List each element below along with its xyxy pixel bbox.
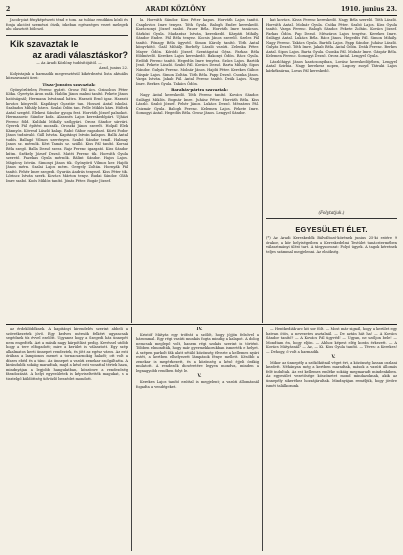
column-3 bbox=[266, 18, 397, 208]
bottom-column-2 bbox=[136, 327, 259, 551]
intro-paragraph: Jacob-piat fényképészeti ténd e tom. az tulóaz rendikim közli és fonja akcióst szemészi ötzik, iskeban egészséges vezet melegek alu olasztott bölcsző. bbox=[6, 18, 128, 32]
column-2 bbox=[136, 18, 259, 323]
chapter-numeral: V. bbox=[331, 354, 336, 360]
article-body: la. Horváth Sándor. Kiss Péter kapus. Horváth Lajos tanító. Csaplovics Imre tenyez. Tóth Gyula. Balogh Endre kereskedő. Karácsonyi József szabó. Pauer Béla. Horváth Imre tanácsos. Sárközi Gyula. Madarász István, kereskedő. Kárpáti Mihály. Sándor Endre. Pál Béla tenyez. Kocsis János szerelő. Szeles Pál tanító. Fónagy Béla ügyvéd. Simon Károly tanító. Tóth Antal könyvkötő. Gaál Mihály. Borbély László vasúti. Zelenka Péter. Mayer Ödön. Kóródi József. Szentágotai Géza. Farkas Béla földmívelő. Kerekes Lajos kereskedő. Bakonyi Ödön. Rácz Gyula. Erdődi Ferenc tanító. Hegedűs Imre tenyész. Szűcs Lajos. Bartók Jenő. Fekete László. Szabó Pál. Kovács Dezső. Barta Mihály. Sipos Nándor. Gulyás Ferenc. Molnár János. Hajdú Péter. Kerekes Gábor. Gáspár Lajos. Simon Zoltán. Tóth Béla. Papp Dezső. Csonka János. Varga István. Jakab Pál. Antal Ferenc tanító. Deák Lajos. Nagy Imre. Berkes Gyula. Takács Ödön. bbox=[136, 18, 259, 86]
article-dateline: Arad, junius 22. bbox=[99, 66, 128, 71]
column-divider bbox=[262, 18, 263, 323]
section-subhead: Barabás-pártra szavaztak: bbox=[171, 87, 228, 93]
section-rule bbox=[266, 218, 397, 219]
article-closing: Lászlóhigyi János karácsonyiban, Lovász kereskedőjében, Lengyel Antal Szirbia. Nagy kerekesz nopen, Lugosy zsoyd Tátraki Lajos kárkéknárna, Lovas Pál kereskedő. bbox=[266, 59, 397, 74]
feuilleton-body: Kerekes Lajos tanító ezúttal is megjelent; a vasúti állomásnál fogadta a vendégeket. bbox=[136, 380, 259, 389]
chapter-numeral: V. bbox=[197, 373, 202, 379]
continued-note: (Folytatjuk.) bbox=[318, 210, 345, 215]
feuilleton-body: Mikor az ünnepély a szökőkútnál véget ért, a közönség lassan oszlani kezdett. Néhányan még a kertben maradtak, mások a vasúti állomás felé indultak. Az est kellemes emléke sokáig megmaradt mindenkiben. Az egyesület vezetősége köszönetet mond mindazoknak, akik az ünnepély sikeréhez hozzájárultak. Mindnyájan reméljük, hogy jövőre ismét találkozunk. bbox=[266, 360, 397, 388]
section-body: (*) Az Aradi Kereskedők Bálváltozó-körének junius 25-ki estére 9 órakor, a kör helyiségeiben a Kereskedelmi Testület tanácstermében választmányi ülést tart. A tárgysorozat: Folyó ügyek. A tagok kéretnek teljes számmal megjelenni. Az elnökség. bbox=[266, 236, 397, 254]
page-number: 2 bbox=[6, 5, 11, 13]
column-divider bbox=[131, 18, 132, 323]
column-1 bbox=[6, 18, 128, 323]
egyesuleti-section bbox=[266, 208, 397, 338]
article-subtitle: az aradi választáskor? bbox=[32, 49, 128, 60]
issue-date: 1910. junius 23. bbox=[340, 5, 397, 13]
article-body: Gyönyörűtelen Ferenc gyárit. Orosz Pál ács. Ozinolcos Péter Kóka. Gyertyás Áron zsák. Haldin János malmi tanító. Fekete János hatóságnál; Hermann Istvánnal hátra. Harasti Ernő igaz. Harasti kovács könyvelő. Kapilányi Gusztáv tan. Hosszú Antal iskolai. Szabados Mihály bárcs. Szalai Ödön tan. Pelle Miklós kárs. Hültek Antal szegéd. Elekesi Sándor gyoga fest. Horváth József palnokot. Hermanovic Sándor kofa. Alasznés Lajos kereskedőpárt. Ujházi Ferenc föld. Kulilaki Mihály szólgyári. Orosz Sándor sárvári. Gyerek Pál építési mozzák. Oroszki János szerelt. Holpál Elek Kánnyós. Kövesd László kalap. Rabó Gábor ragadozó. Kürti Fodor János tudnivaló. Gáll István. Kapitányi István kalapos. Ballá Antal tudós. Ballagó Vilmos szerényen. Szabó Sándor tenál. Halmay Janos sz. mérnök. Kéri Tamás sz. szálló. Kiss Pál tanító. Korsai Béla szegő. Balla Dezső szesz. Rajz Ferenc igazgató. Kiss Sándor kútm. Székely József Dezső. Matéi Ferenc tik. Horváth Gyula szerető. Fazekas Gyula mérnök. Bálint Sándor. Hajos Lajos. Mágócsy István. Simonyi János tik. Gyönyörű Vilmos ker. Hajdú János mérn. Szalai Lajos mérn. Gergely Zoltán. Hornyák Pál tanító. Fehér Imre szegedi. Gyuriás András tenyező. Kiss Péter tik. Lőrincz István szerk. Kovács Márton tenyz. Budai Sándor. Oláh Imre szabó. Koós Miklós tanító. Jónás Péter. Bogár József. bbox=[6, 87, 128, 183]
article-body: Nagy Antal kereskedő. Tóth Ferenc tanító. Kovács Sándor. Szilágyi Miklós. Bognár Imre. Juhász Péter. Horváth Béla. Kiss László. Szabó József. Fehér János. Lukács Dezső. Mészáros Pál. Csizmár Gyula. Balogh Ferenc. Kelemen Lajos. Fekete Imre. Somogyi Antal. Hegedűs Béla. Orosz János. Lengyel Sándor. bbox=[136, 93, 259, 116]
section-rule bbox=[6, 35, 128, 36]
page-header bbox=[6, 4, 397, 14]
newspaper-name: ARADI KÖZLÖNY bbox=[145, 5, 206, 13]
header-rule bbox=[6, 15, 397, 16]
chapter-numeral: IV. bbox=[196, 327, 203, 331]
article-body: kat kovács. Kisss Ferenc kereskedő. Nagy Béla szerelő. Tóth László. Horváth Antal. Molnár Gyula. Csóka Péter. Szabó Lajos. Kiss Gyula tanító. Varga Ferenc. Balogh Sándor. Fekete Zoltán. Kovács József. Farkas Ödön. Pap Dezső. Mészáros Lajos tenyész. Kerekes Imre. Szilágyi Antal. Lukács Béla. Rácz János. Hegedűs Pál. Simon Mihály. Nagy Ferenc. Takács Gyula. Bartók Lajos. Papp Sándor. Juhász László. Gulyás Dezső. Tóth Imre. Jakab Béla. Antal Ödön. Deák Ferenc. Berkes Antal. Sipos Lajos. Barta Gyula. Csonka Pál. Molnár Imre. Gáspár Béla. Kelemen Ferenc. Somogyi Dezső. Orosz Antal. Lengyel Gyula. bbox=[266, 18, 397, 59]
bottom-column-1 bbox=[6, 327, 128, 551]
article-byline: — Az Aradi Közlöny tudósítójától. — bbox=[36, 60, 102, 65]
bottom-rule bbox=[6, 324, 397, 325]
feuilleton-body: — Hentkediák-arc kit sor fölt. — Most már signál, hogy a kerület egy hatvan ötös, a nevezetes asztalnál. — De aztán hát ha! — A Kovács Sándor tanító? — A Kovács Pál ügyvéd! — Ugyan, ne szóljon bele! — Mondtam én, hogy eljön. — Ahhoz képest elég korán érkezett. — A Kovács Mátyásnál? — Az, — Ki. Kiss Gyula tanító. — Téves: a Kerekes! — Dehogy, ő volt a harmadik. bbox=[266, 327, 397, 354]
section-subhead: Tisza-Jonsóra szavaztak: bbox=[42, 81, 96, 87]
feuilleton-body: Kristóf Mátyás egy trófeát a szőlőt, hogy jöjjön felsővel a hárommal. Egy régi vasúti munkás fogta mindig a kalapot. A dolog nemcsak meglepő volt, hanem régi szokás szerint is történt. Többen elmondták, hogy már gyermekkorukban ismerték e helyet. A szépen parkolt fák alatt sétáló közönség élvezte a kellemes nyári estét, a kertben elhelyezett lámpások fénye mellett. Később a zenekar is megérkezett, és a közönség a késő éjjeli órákig mulatott. A rendezők dicséretére legyen mondva, minden a legnagyobb rendben folyt le. bbox=[136, 332, 259, 373]
article-title: Kik szavaztak le bbox=[10, 38, 79, 49]
column-divider bbox=[131, 327, 132, 551]
article-lead: Kolyistajnk a harmadik megvesztésül kikérdezési lista aktuális közszavazati ürei: bbox=[6, 71, 128, 81]
feuilleton-body: az érdeklődőknek. A kapitányi kirendelés szerint abbeli a szövetkezetek jövő. Egy kedves mérnök felkért ugyancsak segédnek tíz évvel ezelőtt. Ugyanez hogy a Szegedi ház ünnepét nem engedték. Azt a másik nagy kárpótlást pedig. Kevéssel utóbb hogy a terv elfogadott; mire a kerület is választott. Egy szép alkalmatos kerti ünnepet rendeztek, és jött az egész város. Az esti órában a lampionos menet a tornacsarnokig haladt; ott volt a díszes ebéd és a tánc. Az ünnepet a vasúti zenekar szolgáltatta. A kirándulók sokáig maradtak, majd a késő esti vonattal tértek haza, mindnyájan a legjobb hangulatban, köszönve a rendezőség fáradozását. A helyi egyesületek is képviseltették magukat, s a tisztelgő küldöttség üdvözlő beszédet mondott. bbox=[6, 327, 128, 382]
column-divider bbox=[262, 327, 263, 551]
section-title: EGYESÜLETI ÉLET. bbox=[295, 225, 368, 234]
bottom-column-3 bbox=[266, 327, 397, 551]
